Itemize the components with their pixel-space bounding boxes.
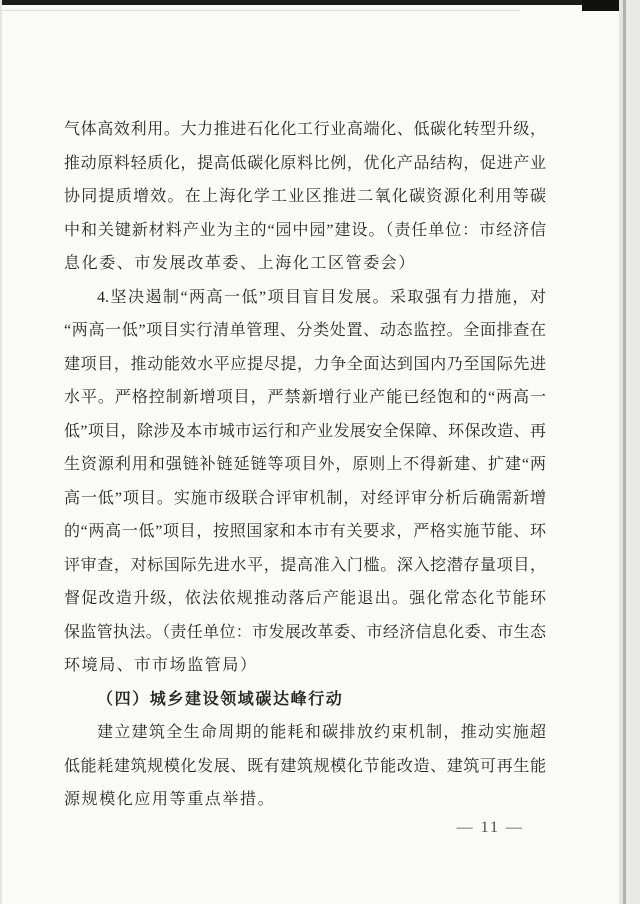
text-line: 息化委、市发展改革委、上海化工区管委会） bbox=[64, 255, 417, 272]
text-line: “两高一低”项目实行清单管理、分类处置、动态监控。全面排查在 bbox=[64, 322, 546, 339]
scan-left-band bbox=[0, 0, 2, 904]
text-line: 建立建筑全生命周期的能耗和碳排放约束机制，推动实施超 bbox=[97, 724, 546, 741]
scan-right-band bbox=[626, 0, 640, 904]
text-line: 建项目，推动能效水平应提尽提，力争全面达到国内乃至国际先进 bbox=[64, 355, 546, 373]
page-top-edge-shadow bbox=[0, 10, 520, 11]
text-line: 协同提质增效。在上海化学工业区推进二氧化碳资源化利用等碳 bbox=[64, 188, 546, 205]
text-line: 环境局、市市场监管局） bbox=[64, 657, 258, 674]
text-line: 评审查，对标国际先进水平，提高准入门槛。深入挖潜存量项目， bbox=[64, 556, 546, 574]
text-line: 督促改造升级，依法依规推动落后产能退出。强化常态化节能环 bbox=[64, 590, 546, 607]
text-line: 高一低”项目。实施市级联合评审机制，对经评审分析后确需新增 bbox=[64, 489, 546, 507]
text-line: 源规模化应用等重点举措。 bbox=[64, 791, 276, 808]
text-line: 气体高效利用。大力推进石化化工行业高端化、低碳化转型升级， bbox=[64, 121, 546, 138]
text-line: 的“两高一低”项目，按照国家和本市有关要求，严格实施节能、环 bbox=[64, 523, 546, 540]
text-line: 水平。严格控制新增项目，严禁新增行业产能已经饱和的“两高一 bbox=[64, 389, 546, 406]
text-line: 低能耗建筑规模化发展、既有建筑规模化节能改造、建筑可再生能 bbox=[64, 757, 546, 775]
page-number: — 11 — bbox=[456, 819, 524, 836]
text-line: 推动原料轻质化，提高低碳化原料比例，优化产品结构，促进产业 bbox=[64, 154, 546, 172]
text-line: 保监管执法。（责任单位：市发展改革委、市经济信息化委、市生态 bbox=[64, 623, 546, 641]
document-body bbox=[64, 113, 546, 817]
section-heading: （四）城乡建设领域碳达峰行动 bbox=[97, 690, 344, 708]
text-line: 低”项目，除涉及本市城市运行和产业发展安全保障、环保改造、再 bbox=[64, 422, 546, 440]
text-line: 中和关键新材料产业为主的“园中园”建设。（责任单位：市经济信 bbox=[64, 221, 546, 239]
scan-top-edge bbox=[0, 0, 640, 5]
text-line: 4.坚决遏制“两高一低”项目盲目发展。采取强有力措施，对 bbox=[97, 288, 546, 306]
text-line: 生资源利用和强链补链延链等项目外，原则上不得新建、扩建“两 bbox=[64, 456, 546, 473]
